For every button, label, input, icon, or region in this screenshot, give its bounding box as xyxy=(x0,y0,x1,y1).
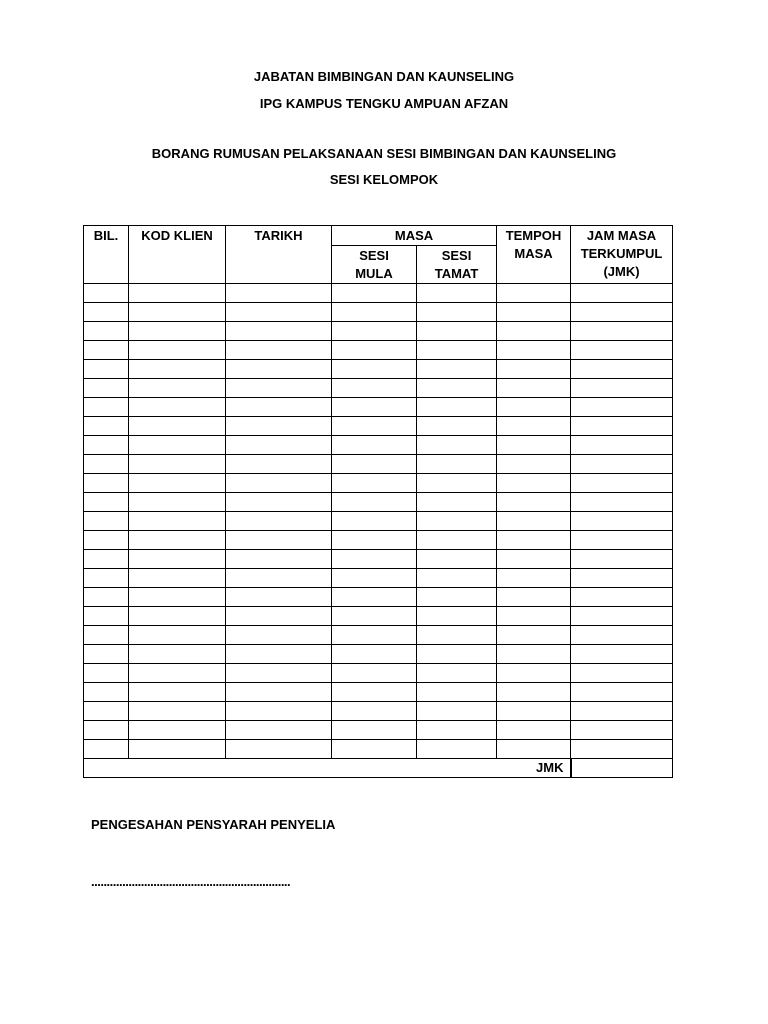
campus-title: IPG KAMPUS TENGKU AMPUAN AFZAN xyxy=(259,96,509,111)
table-cell[interactable] xyxy=(226,531,332,550)
table-cell[interactable] xyxy=(497,341,571,360)
table-cell[interactable] xyxy=(129,607,226,626)
table-cell[interactable] xyxy=(332,588,417,607)
table-row xyxy=(84,531,673,550)
table-cell[interactable] xyxy=(417,569,497,588)
table-cell[interactable] xyxy=(226,303,332,322)
table-cell[interactable] xyxy=(571,455,673,474)
table-cell[interactable] xyxy=(497,626,571,645)
table-cell[interactable] xyxy=(226,284,332,303)
table-cell[interactable] xyxy=(129,379,226,398)
table-cell[interactable] xyxy=(332,436,417,455)
table-cell[interactable] xyxy=(417,436,497,455)
table-cell[interactable] xyxy=(226,702,332,721)
table-cell[interactable] xyxy=(129,645,226,664)
signature-line: ................................................................ xyxy=(91,874,291,889)
table-cell[interactable] xyxy=(84,417,129,436)
table-cell[interactable] xyxy=(417,341,497,360)
table-cell[interactable] xyxy=(129,322,226,341)
column-header-masa: MASA xyxy=(332,226,497,246)
table-cell[interactable] xyxy=(417,588,497,607)
table-cell[interactable] xyxy=(571,740,673,759)
table-cell[interactable] xyxy=(497,664,571,683)
column-header-bil: BIL. xyxy=(84,226,129,284)
table-cell[interactable] xyxy=(417,683,497,702)
table-cell[interactable] xyxy=(226,550,332,569)
table-cell[interactable] xyxy=(571,417,673,436)
table-cell[interactable] xyxy=(226,417,332,436)
table-cell[interactable] xyxy=(226,341,332,360)
table-cell[interactable] xyxy=(332,664,417,683)
table-cell[interactable] xyxy=(417,360,497,379)
table-cell[interactable] xyxy=(129,664,226,683)
total-label: JMK xyxy=(84,759,571,778)
table-cell[interactable] xyxy=(129,626,226,645)
table-cell[interactable] xyxy=(571,379,673,398)
form-title: BORANG RUMUSAN PELAKSANAAN SESI BIMBINGAN DAN KAUNSELING xyxy=(151,146,617,161)
table-cell[interactable] xyxy=(417,531,497,550)
table-cell[interactable] xyxy=(571,341,673,360)
table-cell[interactable] xyxy=(129,512,226,531)
table-cell[interactable] xyxy=(571,721,673,740)
table-cell[interactable] xyxy=(226,436,332,455)
table-cell[interactable] xyxy=(129,569,226,588)
table-cell[interactable] xyxy=(84,588,129,607)
table-cell[interactable] xyxy=(84,512,129,531)
table-cell[interactable] xyxy=(497,398,571,417)
table-cell[interactable] xyxy=(497,550,571,569)
table-cell[interactable] xyxy=(226,721,332,740)
table-cell[interactable] xyxy=(84,436,129,455)
table-row xyxy=(84,493,673,512)
table-cell[interactable] xyxy=(571,683,673,702)
table-cell[interactable] xyxy=(84,284,129,303)
table-cell[interactable] xyxy=(226,360,332,379)
table-cell[interactable] xyxy=(84,379,129,398)
table-cell[interactable] xyxy=(332,626,417,645)
column-header-jam-masa-terkumpul: JAM MASA TERKUMPUL (JMK) xyxy=(571,226,673,284)
table-cell[interactable] xyxy=(417,493,497,512)
table-cell[interactable] xyxy=(571,626,673,645)
table-row xyxy=(84,645,673,664)
table-cell[interactable] xyxy=(84,721,129,740)
table-cell[interactable] xyxy=(497,721,571,740)
table-cell[interactable] xyxy=(417,303,497,322)
table-cell[interactable] xyxy=(417,664,497,683)
table-cell[interactable] xyxy=(84,398,129,417)
table-cell[interactable] xyxy=(497,436,571,455)
table-cell[interactable] xyxy=(129,531,226,550)
table-cell[interactable] xyxy=(226,569,332,588)
table-cell[interactable] xyxy=(417,398,497,417)
table-cell[interactable] xyxy=(84,569,129,588)
table-cell[interactable] xyxy=(84,683,129,702)
table-cell[interactable] xyxy=(129,417,226,436)
column-header-kod-klien: KOD KLIEN xyxy=(129,226,226,284)
table-cell[interactable] xyxy=(417,607,497,626)
table-cell[interactable] xyxy=(497,531,571,550)
table-cell[interactable] xyxy=(497,303,571,322)
column-header-tempoh-masa: TEMPOH MASA xyxy=(497,226,571,284)
form-subtitle: SESI KELOMPOK xyxy=(329,172,439,187)
table-cell[interactable] xyxy=(226,626,332,645)
column-header-sesi-mula: SESI MULA xyxy=(332,246,417,284)
table-body xyxy=(84,284,673,759)
table-row xyxy=(84,341,673,360)
table-cell[interactable] xyxy=(571,702,673,721)
table-cell[interactable] xyxy=(571,645,673,664)
table-cell[interactable] xyxy=(84,626,129,645)
table-cell[interactable] xyxy=(332,493,417,512)
table-cell[interactable] xyxy=(84,322,129,341)
column-header-tarikh: TARIKH xyxy=(226,226,332,284)
table-cell[interactable] xyxy=(571,284,673,303)
table-cell[interactable] xyxy=(497,645,571,664)
table-cell[interactable] xyxy=(417,550,497,569)
table-cell[interactable] xyxy=(571,569,673,588)
table-cell[interactable] xyxy=(332,607,417,626)
table-cell[interactable] xyxy=(417,645,497,664)
session-record-table xyxy=(83,225,673,778)
table-cell[interactable] xyxy=(84,702,129,721)
table-cell[interactable] xyxy=(84,493,129,512)
table-cell[interactable] xyxy=(571,550,673,569)
table-cell[interactable] xyxy=(417,721,497,740)
table-cell[interactable] xyxy=(332,398,417,417)
table-cell[interactable] xyxy=(84,607,129,626)
table-row xyxy=(84,588,673,607)
table-cell[interactable] xyxy=(571,512,673,531)
table-cell[interactable] xyxy=(129,303,226,322)
table-cell[interactable] xyxy=(84,474,129,493)
table-cell[interactable] xyxy=(497,683,571,702)
table-cell[interactable] xyxy=(226,740,332,759)
table-row xyxy=(84,702,673,721)
table-cell[interactable] xyxy=(84,740,129,759)
table-cell[interactable] xyxy=(497,702,571,721)
table-row xyxy=(84,436,673,455)
table-cell[interactable] xyxy=(417,702,497,721)
table-row xyxy=(84,474,673,493)
table-cell[interactable] xyxy=(332,379,417,398)
table-cell[interactable] xyxy=(417,284,497,303)
table-cell[interactable] xyxy=(226,645,332,664)
table-cell[interactable] xyxy=(129,455,226,474)
table-row xyxy=(84,303,673,322)
table-cell[interactable] xyxy=(497,740,571,759)
table-cell[interactable] xyxy=(129,360,226,379)
table-cell[interactable] xyxy=(571,493,673,512)
table-cell[interactable] xyxy=(226,512,332,531)
column-header-sesi-tamat: SESI TAMAT xyxy=(417,246,497,284)
table-cell[interactable] xyxy=(332,721,417,740)
table-cell[interactable] xyxy=(497,569,571,588)
table-cell[interactable] xyxy=(417,740,497,759)
table-cell[interactable] xyxy=(129,702,226,721)
table-cell[interactable] xyxy=(417,626,497,645)
table-cell[interactable] xyxy=(497,360,571,379)
table-row xyxy=(84,550,673,569)
table-cell[interactable] xyxy=(226,493,332,512)
table-cell[interactable] xyxy=(571,588,673,607)
table-cell[interactable] xyxy=(497,455,571,474)
table-cell[interactable] xyxy=(497,512,571,531)
table-cell[interactable] xyxy=(497,607,571,626)
table-cell[interactable] xyxy=(332,569,417,588)
department-title: JABATAN BIMBINGAN DAN KAUNSELING xyxy=(253,69,515,84)
table-cell[interactable] xyxy=(497,379,571,398)
table-cell[interactable] xyxy=(332,417,417,436)
table-row xyxy=(84,607,673,626)
table-cell[interactable] xyxy=(332,550,417,569)
table-cell[interactable] xyxy=(417,474,497,493)
table-cell[interactable] xyxy=(129,474,226,493)
table-cell[interactable] xyxy=(129,436,226,455)
table-cell[interactable] xyxy=(497,322,571,341)
table-cell[interactable] xyxy=(226,474,332,493)
table-cell[interactable] xyxy=(226,607,332,626)
table-cell[interactable] xyxy=(417,379,497,398)
table-cell[interactable] xyxy=(417,512,497,531)
table-row xyxy=(84,683,673,702)
table-cell[interactable] xyxy=(497,417,571,436)
table-cell[interactable] xyxy=(226,664,332,683)
table-cell[interactable] xyxy=(226,683,332,702)
table-row xyxy=(84,740,673,759)
total-row xyxy=(84,759,673,778)
table-cell[interactable] xyxy=(332,322,417,341)
table-cell[interactable] xyxy=(332,474,417,493)
table-row xyxy=(84,455,673,474)
table-cell[interactable] xyxy=(571,322,673,341)
table-cell[interactable] xyxy=(129,493,226,512)
table-row xyxy=(84,626,673,645)
table-cell[interactable] xyxy=(332,531,417,550)
table-cell[interactable] xyxy=(332,702,417,721)
table-cell[interactable] xyxy=(417,417,497,436)
table-cell[interactable] xyxy=(129,284,226,303)
table-cell[interactable] xyxy=(84,550,129,569)
table-cell[interactable] xyxy=(84,531,129,550)
table-cell[interactable] xyxy=(226,398,332,417)
table-cell[interactable] xyxy=(332,303,417,322)
table-cell[interactable] xyxy=(226,322,332,341)
table-cell[interactable] xyxy=(129,721,226,740)
table-cell[interactable] xyxy=(571,607,673,626)
table-cell[interactable] xyxy=(332,512,417,531)
table-cell[interactable] xyxy=(571,398,673,417)
table-cell[interactable] xyxy=(226,455,332,474)
table-cell[interactable] xyxy=(332,284,417,303)
table-row xyxy=(84,569,673,588)
table-row xyxy=(84,664,673,683)
table-cell[interactable] xyxy=(497,284,571,303)
table-cell[interactable] xyxy=(226,588,332,607)
table-cell[interactable] xyxy=(417,455,497,474)
table-cell[interactable] xyxy=(332,645,417,664)
table-row xyxy=(84,512,673,531)
table-cell[interactable] xyxy=(571,436,673,455)
table-cell[interactable] xyxy=(129,740,226,759)
table-cell[interactable] xyxy=(332,455,417,474)
table-cell[interactable] xyxy=(332,683,417,702)
table-row xyxy=(84,360,673,379)
table-cell[interactable] xyxy=(84,664,129,683)
table-cell[interactable] xyxy=(332,341,417,360)
table-cell[interactable] xyxy=(84,360,129,379)
table-row xyxy=(84,284,673,303)
table-cell[interactable] xyxy=(129,683,226,702)
table-cell[interactable] xyxy=(497,493,571,512)
table-cell[interactable] xyxy=(497,474,571,493)
table-cell[interactable] xyxy=(129,588,226,607)
table-cell[interactable] xyxy=(332,360,417,379)
table-cell[interactable] xyxy=(571,303,673,322)
table-row xyxy=(84,721,673,740)
table-cell[interactable] xyxy=(571,531,673,550)
table-cell[interactable] xyxy=(84,645,129,664)
table-row xyxy=(84,417,673,436)
table-cell[interactable] xyxy=(129,398,226,417)
table-cell[interactable] xyxy=(84,341,129,360)
table-cell[interactable] xyxy=(226,379,332,398)
table-cell[interactable] xyxy=(571,360,673,379)
table-cell[interactable] xyxy=(332,740,417,759)
table-row xyxy=(84,379,673,398)
table-cell[interactable] xyxy=(84,303,129,322)
approval-label: PENGESAHAN PENSYARAH PENYELIA xyxy=(91,817,336,832)
table-cell[interactable] xyxy=(497,588,571,607)
table-cell[interactable] xyxy=(129,550,226,569)
table-cell[interactable] xyxy=(129,341,226,360)
table-cell[interactable] xyxy=(417,322,497,341)
table-row xyxy=(84,398,673,417)
total-value-cell[interactable] xyxy=(571,759,673,778)
table-cell[interactable] xyxy=(571,664,673,683)
table-row xyxy=(84,322,673,341)
table-cell[interactable] xyxy=(571,474,673,493)
table-cell[interactable] xyxy=(84,455,129,474)
